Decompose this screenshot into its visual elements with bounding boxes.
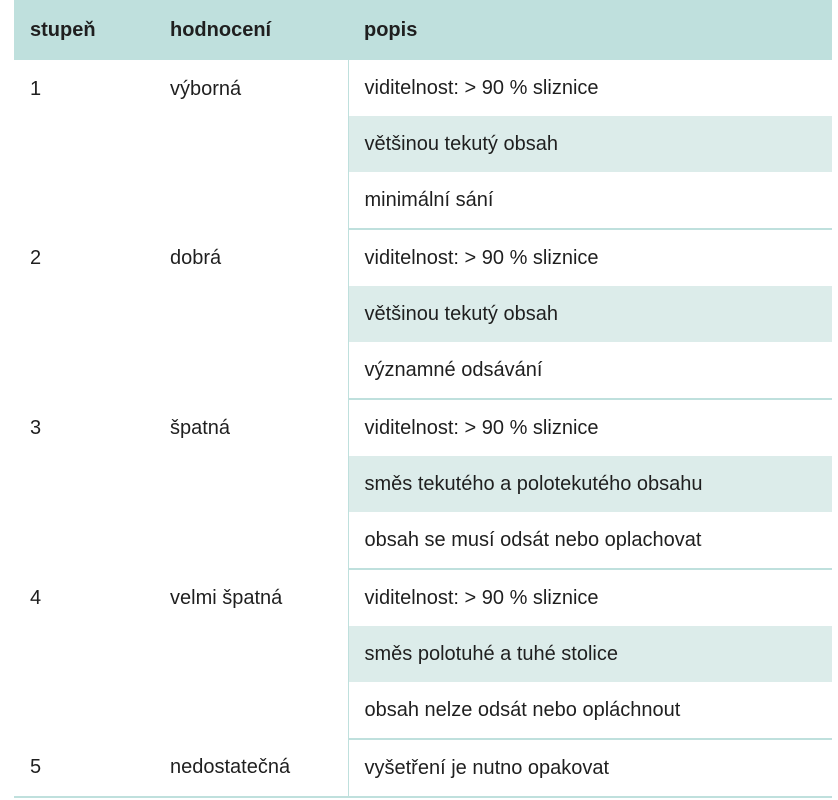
description-cell: viditelnost: > 90 % sliznice (348, 229, 832, 286)
description-cell: směs tekutého a polotekutého obsahu (348, 456, 832, 512)
description-cell: viditelnost: > 90 % sliznice (348, 569, 832, 626)
description-cell: směs polotuhé a tuhé stolice (348, 626, 832, 682)
rating-cell: dobrá (170, 247, 222, 269)
header-rating: hodnocení (154, 0, 348, 60)
table-row (14, 60, 832, 116)
bowel-prep-grading-table (14, 0, 832, 798)
grade-cell: 1 (30, 78, 42, 100)
description-cell: minimální sání (348, 172, 832, 229)
description-cell: obsah se musí odsát nebo oplachovat (348, 512, 832, 569)
table-row (14, 399, 832, 456)
table-row (14, 569, 832, 626)
rating-cell: nedostatečná (154, 739, 348, 797)
header-grade: stupeň (14, 0, 154, 60)
description-cell: většinou tekutý obsah (348, 286, 832, 342)
table-header-row (14, 0, 832, 60)
rating-cell: velmi špatná (170, 587, 283, 609)
description-cell: viditelnost: > 90 % sliznice (348, 399, 832, 456)
description-cell: většinou tekutý obsah (348, 116, 832, 172)
rating-cell: výborná (170, 78, 242, 100)
grade-cell: 2 (30, 247, 42, 269)
grade-cell: 3 (30, 417, 42, 439)
description-cell: významné odsávání (348, 342, 832, 399)
grade-cell: 5 (14, 739, 154, 797)
table-row (14, 739, 832, 797)
description-cell: obsah nelze odsát nebo opláchnout (348, 682, 832, 739)
description-cell: viditelnost: > 90 % sliznice (348, 60, 832, 116)
grade-cell: 4 (30, 587, 42, 609)
rating-cell: špatná (170, 417, 231, 439)
description-cell: vyšetření je nutno opakovat (348, 739, 832, 797)
header-description: popis (348, 0, 832, 60)
table-row (14, 229, 832, 286)
